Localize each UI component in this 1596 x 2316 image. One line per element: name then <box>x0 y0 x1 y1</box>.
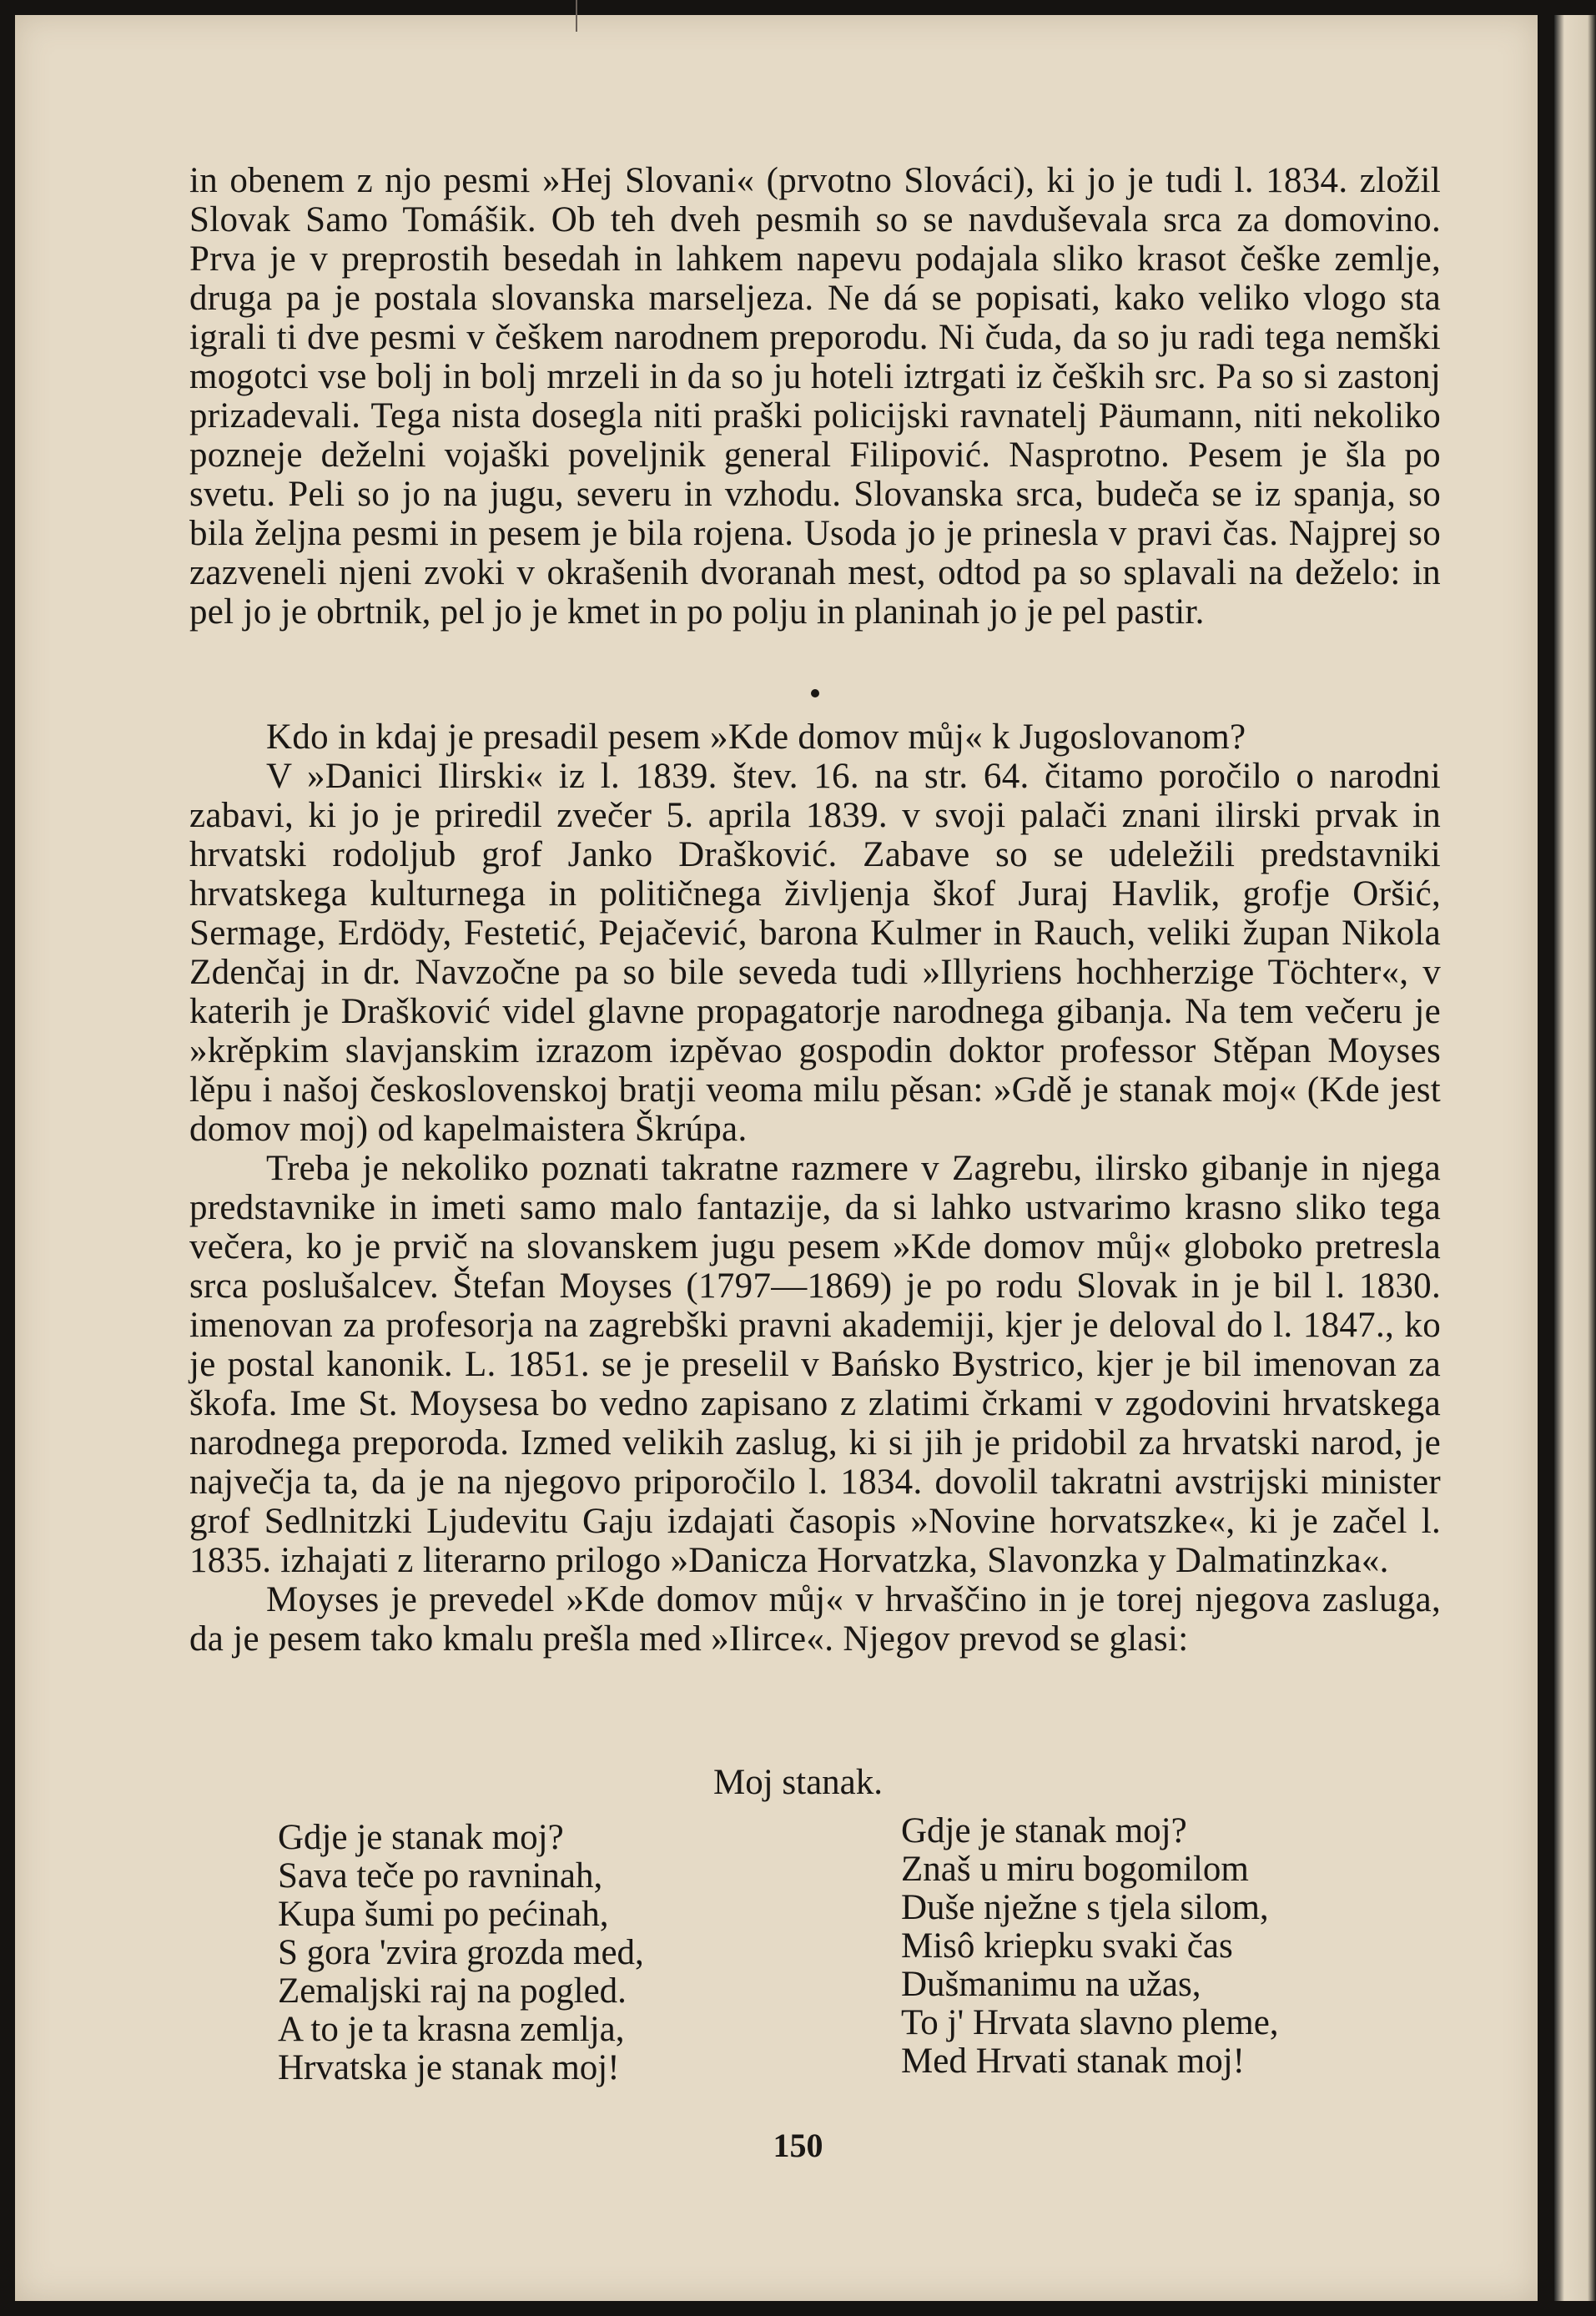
verse-line: S gora 'zvira grozda med, <box>278 1933 644 1972</box>
verse-line: A to je ta krasna zemlja, <box>278 2010 625 2049</box>
verse-line: Sava teče po ravninah, <box>278 1856 603 1896</box>
page-edge <box>1554 15 1596 2301</box>
poem-stanza-right <box>901 1812 1279 2081</box>
verse-line: Gdje je stanak moj? <box>278 1818 564 1857</box>
verse-line: Znaš u miru bogomilom <box>901 1850 1249 1889</box>
paragraph-moyses: Treba je nekoliko poznati takratne razmere v Zagrebu, ilirsko gibanje in njega predstavnike in imeti samo malo fantazije, da si lahko ustvarimo krasno sliko tega večera, ko je prvič na slovanskem jugu pesem »Kde domov můj« globoko pretresla srca poslušalcev. Štefan Moyses (1797—1869) je po rodu Slovak in je bil l. 1830. imenovan za profesorja na zagrebški pravni akademiji, kjer je deloval do l. 1847., ko je postal kanonik. L. 1851. se je preselil v Bańsko Bystrico, kjer je bil imenovan za škofa. Ime St. Moysesa bo vedno zapisano z zlatimi črkami v zgodovini hrvatskega narodnega preporoda. Izmed velikih zaslug, ki si jih je pridobil za hrvatski narod, je največja ta, da je na njegovo priporočilo l. 1834. dovolil takratni avstrijski minister grof Sedlnitzki Ljudevitu Gaju izdajati časopis »Novine horvatszke«, ki je začel l. 1835. izhajati z literarno prilogo »Danicza Horvatzka, Slavonzka y Dalmatinzka«. <box>189 1149 1441 1580</box>
poem-stanza-left <box>278 1819 644 2087</box>
poem-title: Moj stanak. <box>712 1763 884 1802</box>
paragraph-danica: V »Danici Ilirski« iz l. 1839. štev. 16. na str. 64. čitamo poročilo o narodni zabavi, ki jo je priredil zvečer 5. aprila 1839. v svoji palači znani ilirski prvak in hrvatski rodoljub grof Janko Drašković. Zabave so se udeležili predstavniki hrvatskega kulturnega in političnega življenja škof Juraj Havlik, grofje Oršić, Sermage, Erdödy, Festetić, Pejačević, barona Kulmer in Rauch, veliki župan Nikola Zdenčaj in dr. Navzočne pa so bile seveda tudi »Illyriens hochherzige Töchter«, v katerih je Drašković videl glavne propagatorje narodnega gibanja. Na tem večeru je »krěpkim slavjanskim izrazom izpěvao gospodin doktor professor Stěpan Moyses lěpu i našoj československoj bratji veoma milu pěsan: »Gdě je stanak moj« (Kde jest domov moj) od kapelmaistera Škrúpa. <box>189 757 1441 1149</box>
verse-line: Misô kriepku svaki čas <box>901 1926 1233 1966</box>
section-separator-dot <box>811 689 819 697</box>
paragraph-question: Kdo in kdaj je presadil pesem »Kde domov můj« k Jugoslovanom? <box>266 717 1246 757</box>
verse-line: Med Hrvati stanak moj! <box>901 2042 1245 2081</box>
verse-line: Gdje je stanak moj? <box>901 1811 1187 1850</box>
top-paragraph <box>189 161 1441 632</box>
main-text <box>189 717 1441 1659</box>
verse-line: To j' Hrvata slavno pleme, <box>901 2003 1279 2042</box>
verse-line: Duše nježne s tjela silom, <box>901 1888 1269 1927</box>
paragraph-1: in obenem z njo pesmi »Hej Slovani« (prvotno Slováci), ki jo je tudi l. 1834. zložil Slovak Samo Tomášik. Ob teh dveh pesmih so se navduševala srca za domovino. Prva je v preprostih besedah in lahkem napevu podajala sliko krasot češke zemlje, druga pa je postala slovanska marseljeza. Ne dá se popisati, kako veliko vlogo sta igrali ti dve pesmi v češkem narodnem preporodu. Ni čuda, da so ju radi tega nemški mogotci vse bolj in bolj mrzeli in da so ju hoteli iztrgati iz čeških src. Pa so si zastonj prizadevali. Tega nista dosegla niti praški policijski ravnatelj Päumann, niti nekoliko pozneje deželni vojaški poveljnik general Filipović. Nasprotno. Pesem je šla po svetu. Peli so jo na jugu, severu in vzhodu. Slovanska srca, budeča se iz spanja, so bila željna pesmi in pesem je bila rojena. Usoda jo je prinesla v pravi čas. Najprej so zazveneli njeni zvoki v okrašenih dvoranah mest, odtod pa so splavali na deželo: in pel jo je obrtnik, pel jo je kmet in po polju in planinah jo je pel pastir. <box>189 161 1441 632</box>
verse-line: Hrvatska je stanak moj! <box>278 2048 620 2087</box>
verse-line: Dušmanimu na užas, <box>901 1965 1201 2004</box>
paragraph-translation: Moyses je prevedel »Kde domov můj« v hrvaščino in je torej njegova zasluga, da je pesem tako kmalu prešla med »Ilirce«. Njegov prevod se glasi: <box>189 1580 1441 1659</box>
page-number: 150 <box>773 2127 823 2164</box>
verse-line: Kupa šumi po pećinah, <box>278 1895 609 1934</box>
scan-mark <box>576 0 577 32</box>
verse-line: Zemaljski raj na pogled. <box>278 1971 627 2011</box>
